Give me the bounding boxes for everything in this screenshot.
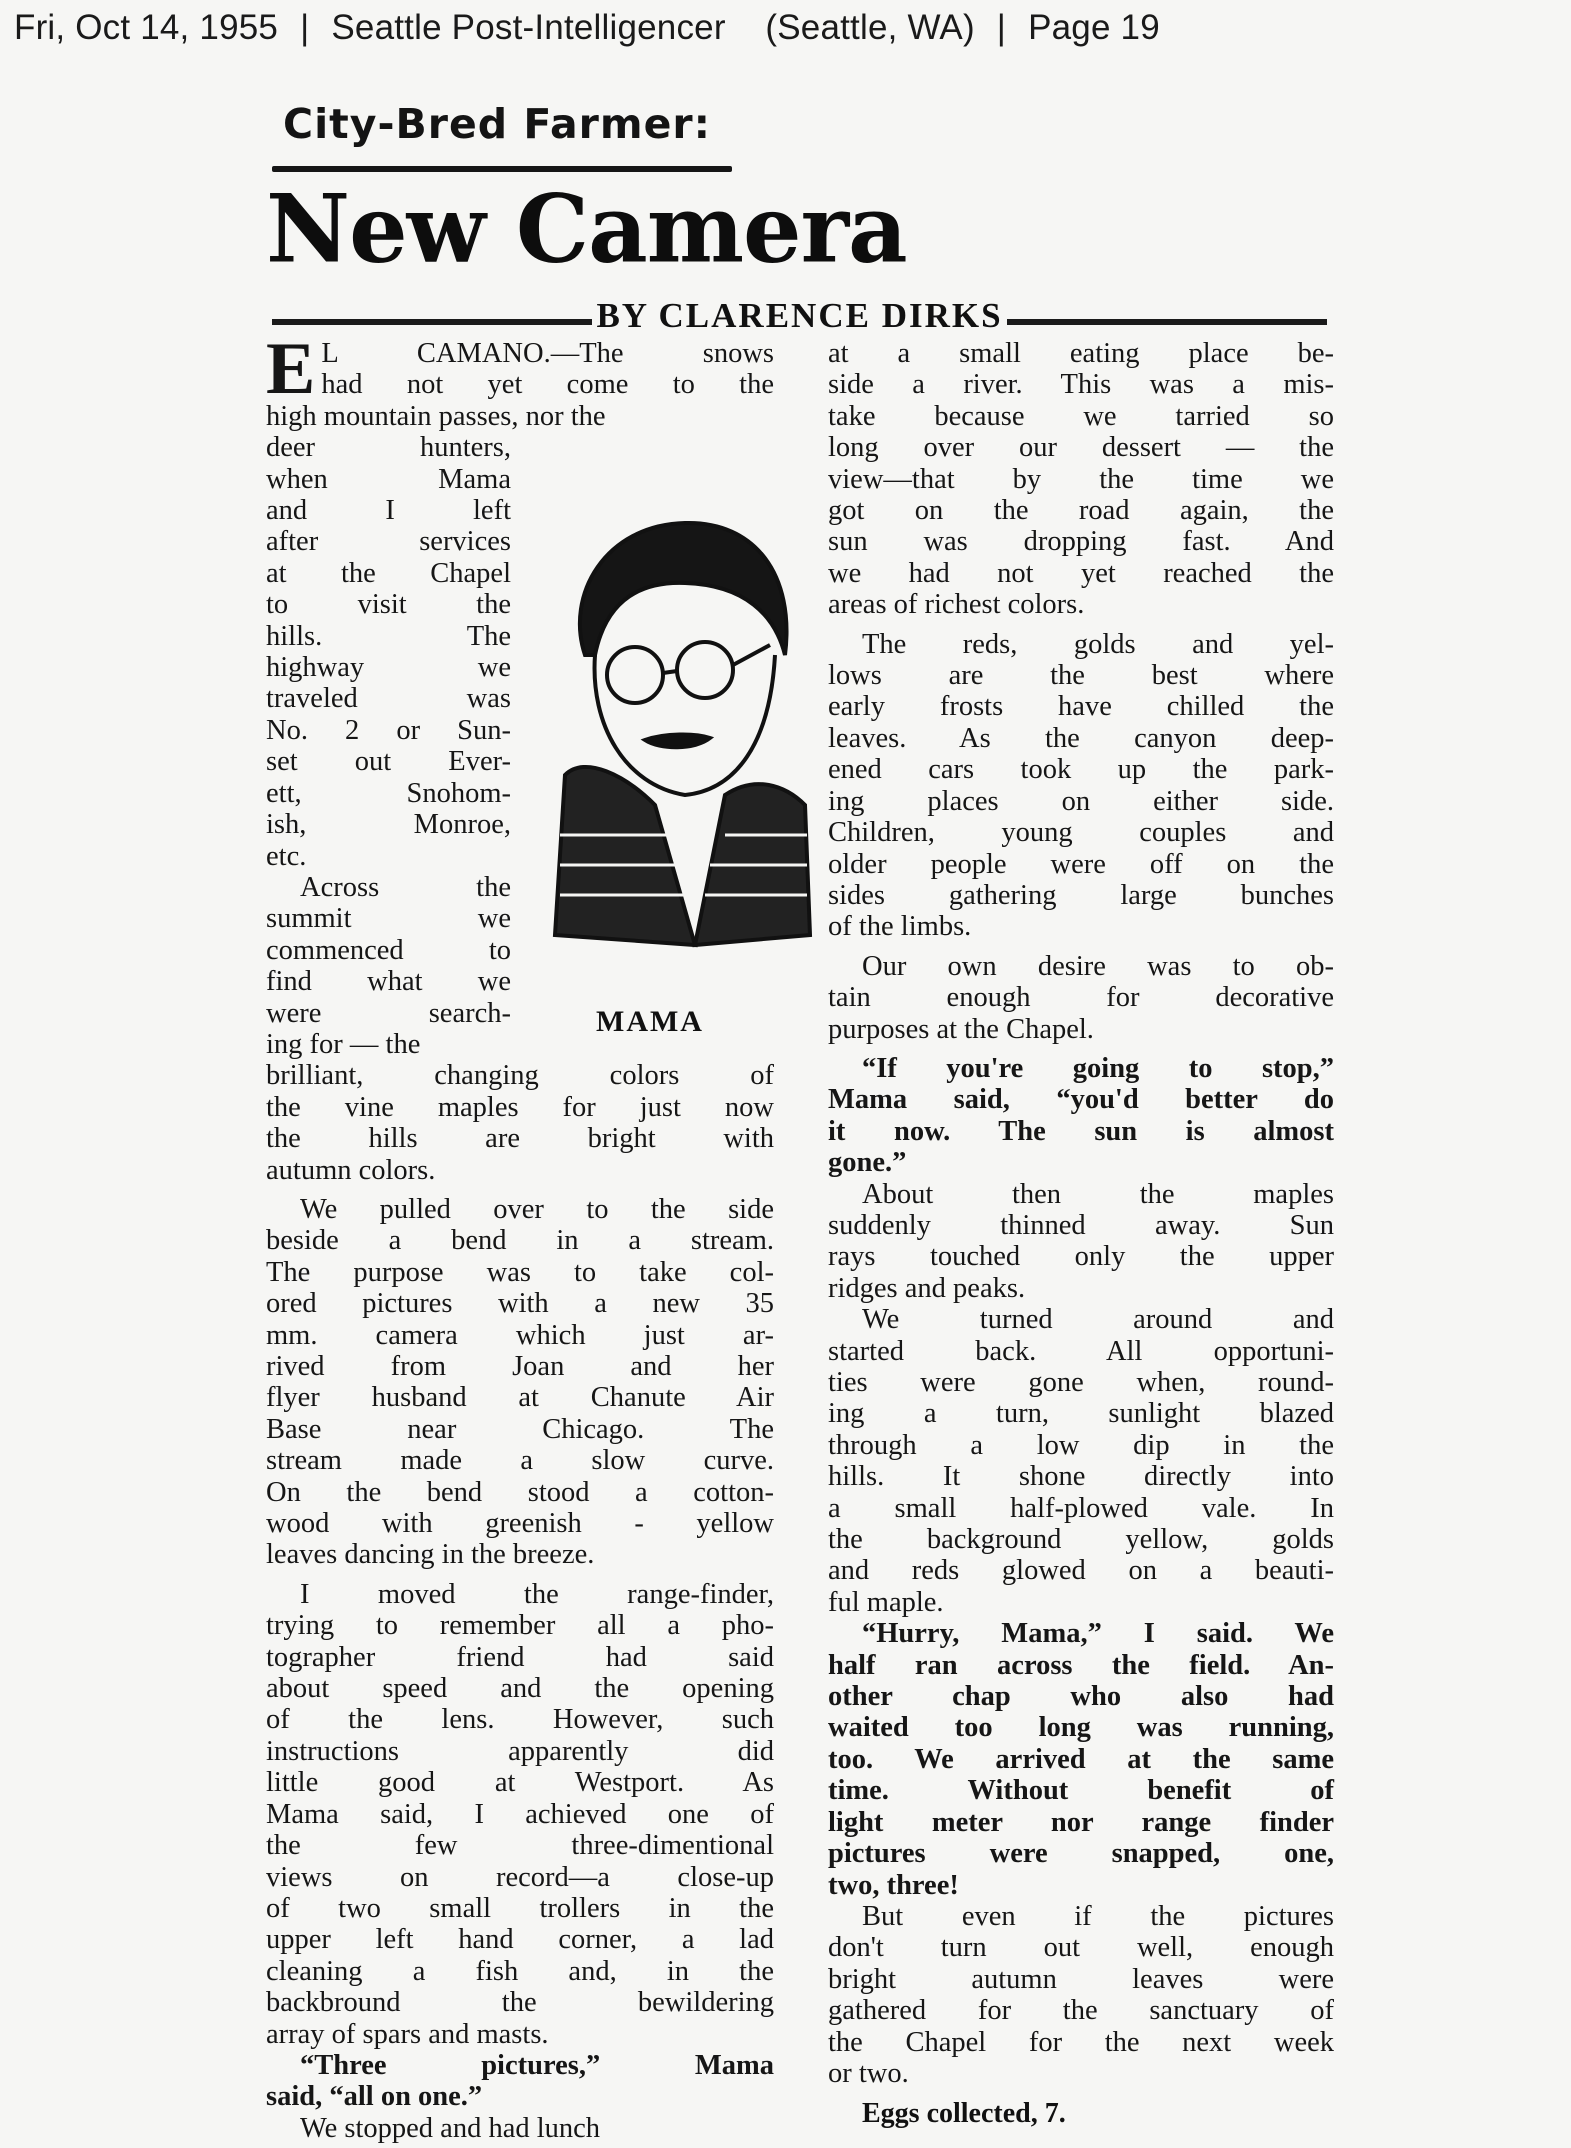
text-line: backbround the bewildering — [266, 1987, 774, 2019]
lede-narrow-lines — [266, 432, 511, 872]
mama-portrait-sketch — [545, 505, 815, 965]
text-line: tographer friend had said — [266, 1641, 774, 1673]
text-line: bright autumn leaves were — [828, 1963, 1334, 1995]
text-line: of the limbs. — [828, 911, 972, 943]
text-line: gone.” — [828, 1147, 907, 1179]
article-headline: New Camera — [266, 173, 907, 285]
text-line: flyer husband at Chanute Air — [266, 1382, 774, 1414]
para-range-finder — [266, 1579, 774, 2050]
text-line: two, three! — [828, 1869, 959, 1901]
face-outline — [595, 655, 775, 795]
text-line: Children, young couples and — [828, 817, 1334, 849]
text-line: we had not yet reached the — [828, 557, 1334, 589]
text-line: array of spars and masts. — [266, 2018, 549, 2050]
separator: | — [996, 8, 1007, 47]
text-line: to visit the — [266, 589, 511, 621]
text-line: after services — [266, 526, 511, 558]
text-line: rived from Joan and her — [266, 1351, 774, 1382]
text-line: and reds glowed on a beauti- — [828, 1555, 1334, 1587]
para-three-pictures — [266, 2050, 774, 2113]
text-line: sun was dropping fast. And — [828, 526, 1334, 558]
text-line: ful maple. — [828, 1586, 944, 1618]
text-line: ing a turn, sunlight blazed — [828, 1398, 1334, 1430]
text-line: etc. — [266, 840, 307, 872]
text-line: But even if the pictures — [862, 1900, 1334, 1932]
text-line: Our own desire was to ob- — [862, 950, 1334, 982]
text-line: stream made a slow curve. — [266, 1445, 774, 1477]
text-line: find what we — [266, 966, 511, 998]
text-line: About then the maples — [862, 1178, 1334, 1210]
text-line: ties were gone when, round- — [828, 1367, 1334, 1398]
text-line: hills. The — [266, 620, 511, 652]
text-line: waited too long was running, — [828, 1712, 1334, 1744]
text-line: summit we — [266, 903, 511, 935]
glasses-right — [677, 642, 733, 698]
text-line: of two small trollers in the — [266, 1892, 774, 1924]
text-line: ored pictures with a new 35 — [266, 1288, 774, 1320]
text-line: ing places on either side. — [828, 785, 1334, 817]
para-about-then — [828, 1179, 1334, 1305]
text-line: it now. The sun is almost — [828, 1115, 1334, 1147]
text-line: view—that by the time we — [828, 463, 1334, 495]
text-line: a small half-plowed vale. In — [828, 1492, 1334, 1524]
text-line: I moved the range-finder, — [300, 1578, 774, 1610]
text-line: beside a bend in a stream. — [266, 1225, 774, 1257]
text-line: No. 2 or Sun- — [266, 714, 511, 746]
text-line: “If you're going to stop,” — [862, 1052, 1334, 1084]
text-line: leaves. As the canyon deep- — [828, 722, 1334, 754]
text-line: ish, Monroe, — [266, 809, 511, 841]
text-line: suddenly thinned away. Sun — [828, 1209, 1334, 1241]
text-line: when Mama — [266, 463, 511, 495]
text-line: “Three pictures,” Mama — [300, 2049, 774, 2081]
text-line: long over our dessert — the — [828, 432, 1334, 464]
article-kicker: City-Bred Farmer: — [283, 100, 712, 148]
text-line: of the lens. However, such — [266, 1704, 774, 1736]
glasses-left — [607, 647, 663, 703]
text-line: ridges and peaks. — [828, 1272, 1026, 1304]
text-line: side a river. This was a mis- — [828, 369, 1334, 401]
text-line: tain enough for decorative — [828, 982, 1334, 1014]
text-line: pictures were snapped, one, — [828, 1838, 1334, 1870]
text-line: were search- — [266, 997, 511, 1029]
text-line: ing for — the — [266, 1028, 421, 1060]
separator: | — [300, 8, 310, 47]
citation-header — [14, 8, 1559, 58]
text-line: the vine maples for just now — [266, 1091, 774, 1123]
byline-rule-right — [1007, 319, 1327, 325]
text-line: and I left — [266, 495, 511, 527]
text-line: or two. — [828, 2057, 909, 2089]
text-line: set out Ever- — [266, 746, 511, 778]
text-line: leaves dancing in the breeze. — [266, 1539, 595, 1571]
text-line: gathered for the sanctuary of — [828, 1995, 1334, 2027]
text-line: got on the road again, the — [828, 495, 1334, 527]
text-line: ett, Snohom- — [266, 777, 511, 809]
citation-location: (Seattle, WA) — [765, 8, 975, 47]
para-turned-around — [828, 1304, 1334, 1618]
text-line: about speed and the opening — [266, 1673, 774, 1705]
text-line: at the Chapel — [266, 557, 511, 589]
citation-page: Page 19 — [1028, 8, 1160, 47]
text-line: said, “all on one.” — [266, 2081, 483, 2113]
text-line: early frosts have chilled the — [828, 691, 1334, 723]
text-line: sides gathering large bunches — [828, 879, 1334, 911]
article-column-2 — [828, 338, 1334, 2089]
para-hurry — [828, 1618, 1334, 1901]
para-desire — [828, 951, 1334, 1045]
portrait-caption: MAMA — [596, 1005, 704, 1038]
text-line: Mama said, I achieved one of — [266, 1798, 774, 1830]
para-reds — [828, 629, 1334, 943]
para-stop-quote — [828, 1053, 1334, 1179]
text-line: started back. All opportuni- — [828, 1335, 1334, 1367]
para-even-if — [828, 1901, 1334, 2089]
text-line: highway we — [266, 652, 511, 684]
text-line: lows are the best where — [828, 660, 1334, 692]
text-line: too. We arrived at the same — [828, 1743, 1334, 1775]
text-line: Across the — [300, 871, 511, 903]
text-line: instructions apparently did — [266, 1735, 774, 1767]
text-line: Mama said, “you'd better do — [828, 1084, 1334, 1116]
text-line: through a low dip in the — [828, 1429, 1334, 1461]
text-line: had not yet come to the — [321, 369, 774, 401]
text-line: upper left hand corner, a lad — [266, 1924, 774, 1956]
text-line: purposes at the Chapel. — [828, 1013, 1094, 1045]
text-line: time. Without benefit of — [828, 1775, 1334, 1807]
para-lunch-continued — [828, 338, 1334, 621]
text-line: The purpose was to take col- — [266, 1256, 774, 1288]
text-line: brilliant, changing colors of — [266, 1060, 774, 1092]
text-line: mm. camera which just ar- — [266, 1319, 774, 1351]
byline-row — [272, 296, 1327, 336]
text-line: cleaning a fish and, in the — [266, 1955, 774, 1987]
text-line: Base near Chicago. The — [266, 1413, 774, 1445]
text-line: We pulled over to the side — [300, 1193, 774, 1225]
para-summit — [266, 872, 511, 1060]
para-colors — [266, 1060, 774, 1186]
text-line: light meter nor range finder — [828, 1806, 1334, 1838]
text-line: commenced to — [266, 934, 511, 966]
text-line: the background yellow, golds — [828, 1524, 1334, 1556]
citation-newspaper: Seattle Post-Intelligencer — [331, 8, 726, 47]
lede-block — [266, 328, 774, 432]
kicker-rule — [272, 166, 732, 172]
text-line: We turned around and — [862, 1304, 1334, 1336]
text-line: hills. It shone directly into — [828, 1461, 1334, 1493]
text-line: rays touched only the upper — [828, 1241, 1334, 1273]
text-line: The reds, golds and yel- — [862, 628, 1334, 660]
drop-cap: E — [266, 328, 316, 410]
text-line: at a small eating place be- — [828, 338, 1334, 369]
text-line: the few three-dimentional — [266, 1830, 774, 1862]
text-line: ened cars took up the park- — [828, 754, 1334, 786]
text-line: deer hunters, — [266, 432, 511, 464]
text-line: half ran across the field. An- — [828, 1649, 1334, 1681]
text-line: wood with greenish - yellow — [266, 1508, 774, 1540]
citation-date: Fri, Oct 14, 1955 — [14, 8, 279, 47]
text-line: areas of richest colors. — [828, 589, 1085, 621]
text-line: don't turn out well, enough — [828, 1932, 1334, 1964]
hair — [580, 523, 787, 655]
text-line: trying to remember all a pho- — [266, 1610, 774, 1642]
text-line: We stopped and had lunch — [300, 2112, 601, 2144]
para-stream — [266, 1194, 774, 1571]
mouth — [645, 734, 710, 747]
lede-wide-lines — [266, 328, 774, 432]
text-line: other chap who also had — [828, 1681, 1334, 1713]
portrait-icon — [555, 523, 810, 945]
text-line: the hills are bright with — [266, 1123, 774, 1155]
text-line: “Hurry, Mama,” I said. We — [862, 1618, 1334, 1650]
para-lunch — [266, 2113, 774, 2144]
text-line: high mountain passes, nor the — [266, 400, 606, 432]
text-line: the Chapel for the next week — [828, 2026, 1334, 2058]
text-line: L CAMANO.—The snows — [321, 338, 774, 369]
byline-rule-left — [272, 319, 592, 325]
article-byline: BY CLARENCE DIRKS — [596, 296, 1003, 335]
text-line: take because we tarried so — [828, 400, 1334, 432]
text-line: traveled was — [266, 683, 511, 715]
text-line: On the bend stood a cotton- — [266, 1476, 774, 1508]
text-line: views on record—a close-up — [266, 1861, 774, 1893]
text-line: little good at Westport. As — [266, 1767, 774, 1799]
text-line: older people were off on the — [828, 848, 1334, 880]
text-line: autumn colors. — [266, 1154, 436, 1186]
eggs-collected: Eggs collected, 7. — [862, 2098, 1066, 2129]
